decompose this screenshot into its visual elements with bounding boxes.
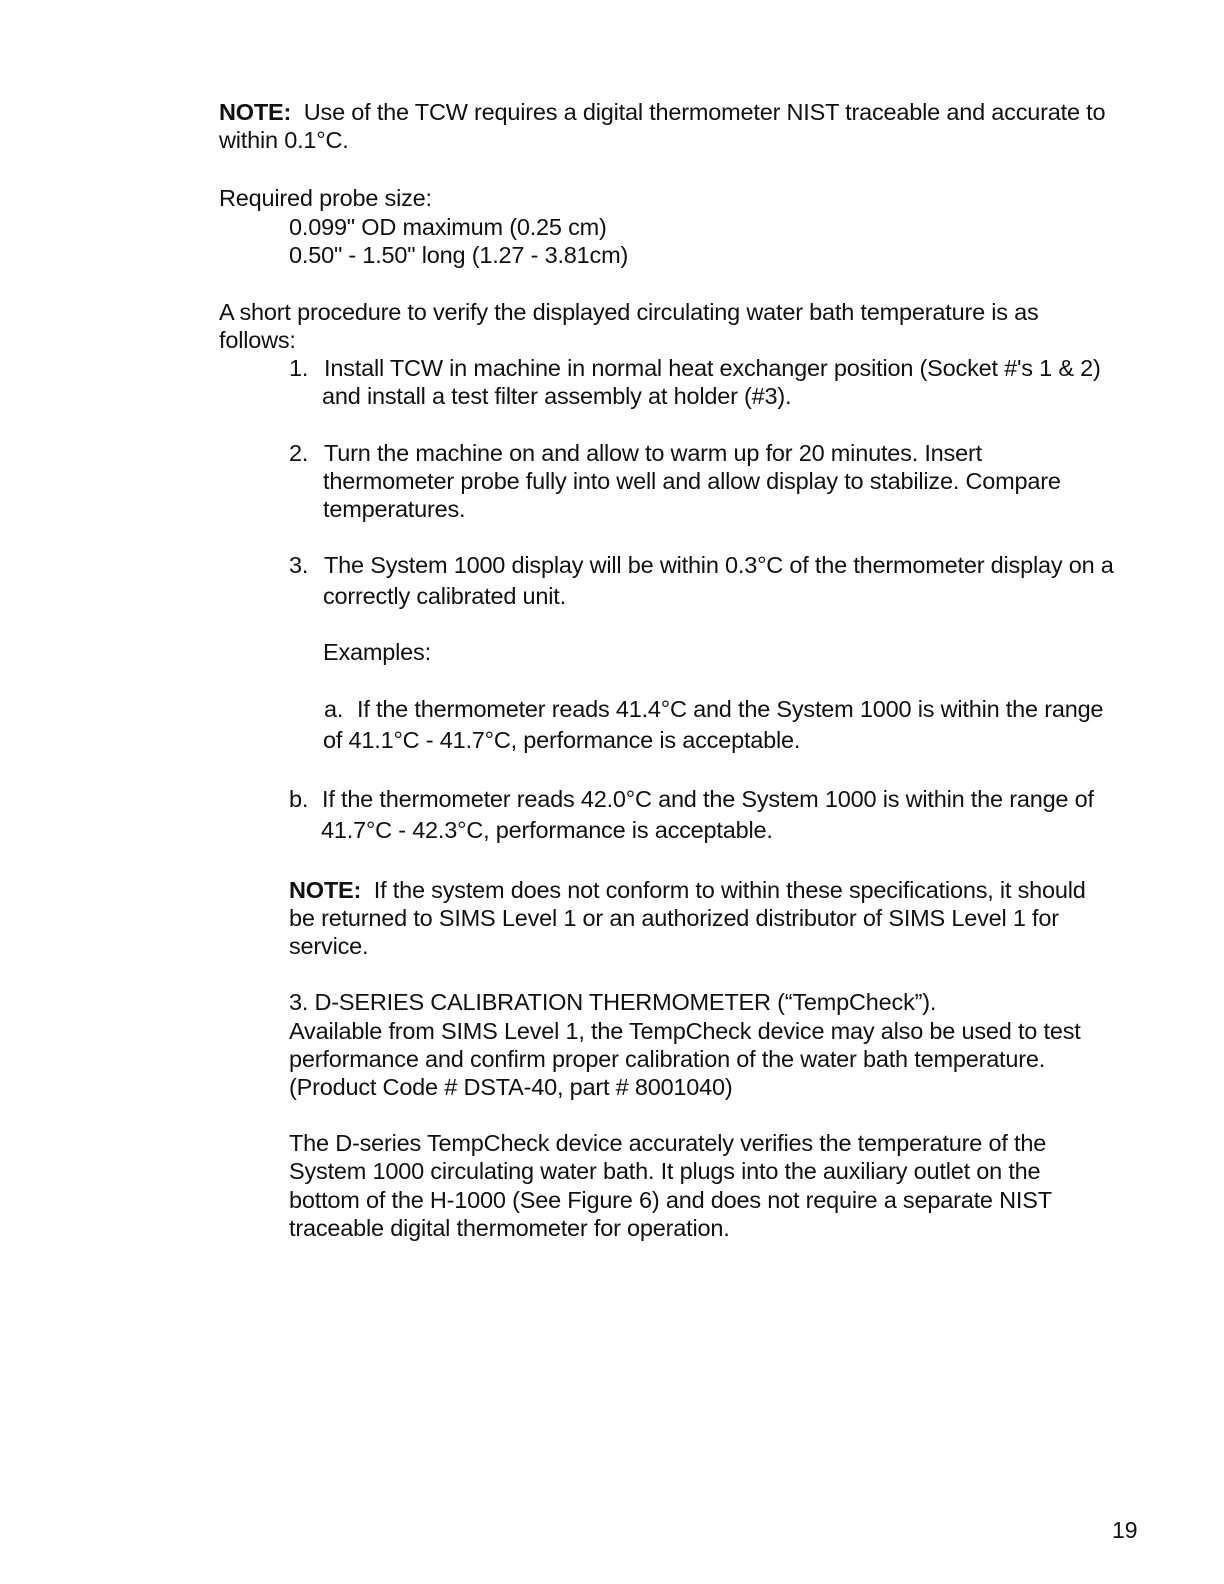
note-2-line-2: be returned to SIMS Level 1 or an authorized distributor of SIMS Level 1 for	[289, 905, 1059, 931]
note-1-line-2: within 0.1°C.	[219, 127, 349, 153]
example-b-line-2: 41.7°C - 42.3°C, performance is acceptable.	[321, 817, 773, 843]
tempcheck-line-2: System 1000 circulating water bath. It plugs into the auxiliary outlet on the	[289, 1158, 1041, 1184]
example-a-line-2: of 41.1°C - 41.7°C, performance is acceptable.	[323, 727, 801, 753]
section-3-line-3: (Product Code # DSTA-40, part # 8001040)	[289, 1074, 733, 1100]
step-2-line-3: temperatures.	[323, 496, 466, 522]
step-1-line-1: Install TCW in machine in normal heat exchanger position (Socket #'s 1 & 2)	[324, 355, 1101, 381]
example-b-line-1: If the thermometer reads 42.0°C and the System 1000 is within the range of	[322, 786, 1094, 812]
step-3-number: 3.	[289, 552, 309, 578]
note-2-line-1	[289, 876, 1086, 904]
step-3-line-2: correctly calibrated unit.	[323, 583, 566, 609]
step-1-line-2: and install a test filter assembly at holder (#3).	[322, 383, 792, 409]
example-b-label: b.	[289, 786, 309, 812]
note-text: If the system does not conform to within these specifications, it should	[373, 877, 1086, 903]
note-2-line-3: service.	[289, 933, 369, 959]
probe-heading: Required probe size:	[219, 185, 432, 211]
section-3-title: 3. D-SERIES CALIBRATION THERMOMETER (“TempCheck”).	[289, 989, 937, 1015]
tempcheck-line-1: The D-series TempCheck device accurately verifies the temperature of the	[289, 1130, 1047, 1156]
examples-heading: Examples:	[323, 639, 431, 665]
procedure-intro-line-1: A short procedure to verify the displayed circulating water bath temperature is as	[219, 299, 1039, 325]
probe-diameter: 0.099" OD maximum (0.25 cm)	[289, 214, 607, 240]
note-label: NOTE:	[219, 99, 292, 125]
note-label: NOTE:	[289, 877, 362, 903]
example-a-line-1: If the thermometer reads 41.4°C and the System 1000 is within the range	[357, 696, 1104, 722]
step-2-line-1: Turn the machine on and allow to warm up for 20 minutes. Insert	[324, 440, 982, 466]
section-3-line-1: Available from SIMS Level 1, the TempCheck device may also be used to test	[289, 1018, 1081, 1044]
page-number: 19	[1112, 1517, 1138, 1543]
tempcheck-line-4: traceable digital thermometer for operation.	[289, 1215, 730, 1241]
section-3-line-2: performance and confirm proper calibration of the water bath temperature.	[289, 1046, 1046, 1072]
step-2-number: 2.	[289, 440, 309, 466]
procedure-intro-line-2: follows:	[219, 327, 296, 353]
step-2-line-2: thermometer probe fully into well and allow display to stabilize. Compare	[323, 468, 1061, 494]
step-3-line-1: The System 1000 display will be within 0.3°C of the thermometer display on a	[324, 552, 1114, 578]
tempcheck-line-3: bottom of the H-1000 (See Figure 6) and does not require a separate NIST	[289, 1187, 1052, 1213]
note-1-line-1	[219, 98, 1105, 126]
example-a-label: a.	[324, 696, 344, 722]
note-text: Use of the TCW requires a digital thermometer NIST traceable and accurate to	[303, 99, 1106, 125]
probe-length: 0.50" - 1.50" long (1.27 - 3.81cm)	[289, 242, 629, 268]
step-1-number: 1.	[289, 355, 309, 381]
